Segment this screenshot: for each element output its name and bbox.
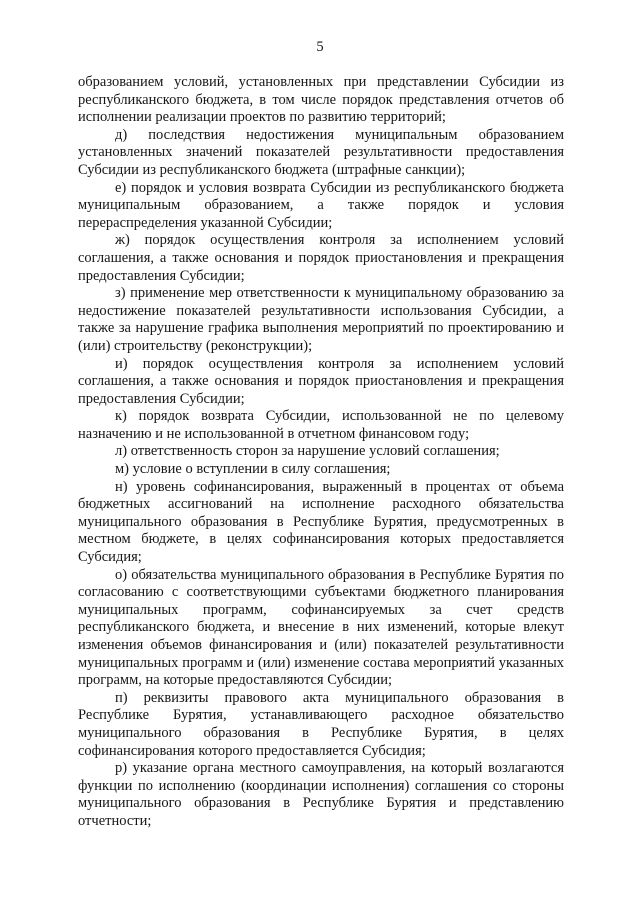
paragraph: л) ответственность сторон за нарушение условий соглашения; (115, 443, 500, 460)
paragraph: ж) порядок осуществления контроля за исполнением условий соглашения, а также основания и порядок приостановления и прекращения предоставления Субсидии; (78, 232, 564, 284)
paragraph: п) реквизиты правового акта муниципального образования в Республике Бурятия, устанавливающего расходное обязательство муниципального образования в Республике Бурятия, в целях софинансирования которого предоставляется Субсидия; (78, 689, 564, 759)
paragraph: р) указание органа местного самоуправления, на который возлагаются функции по исполнению (координации исполнения) соглашения со стороны муниципального образования в Республике Бурятия и представлению отчетности; (78, 760, 564, 829)
paragraph: з) применение мер ответственности к муниципальному образованию за недостижение показателей результативности использования Субсидии, а также за нарушение графика выполнения мероприятий по проектированию и (или) строительству (реконструкции); (78, 285, 564, 354)
paragraph: о) обязательства муниципального образования в Республике Бурятия по согласованию с соответствующими субъектами бюджетного планирования муниципальных программ, софинансируемых за счет средств республиканского бюджета, и внесение в них изменений, которые влекут изменения объемов финансирования и (или) показателей результативности муниципальных программ и (или) изменение состава мероприятий указанных программ, на которые предоставляются Субсидии; (78, 566, 564, 689)
paragraph: д) последствия недостижения муниципальным образованием установленных значений показателей результативности предоставления Субсидии из республиканского бюджета (штрафные санкции); (78, 126, 564, 178)
paragraph: н) уровень софинансирования, выраженный в процентах от объема бюджетных ассигнований на исполнение расходного обязательства муниципального образования в Республике Бурятия, предусмотренных в местном бюджете, в целях софинансирования которых предоставляется Субсидия; (78, 478, 564, 566)
paragraph: м) условие о вступлении в силу соглашения; (115, 461, 391, 478)
page-number: 5 (316, 39, 324, 55)
paragraph: образованием условий, установленных при представлении Субсидии из республиканского бюджета, в том числе порядок представления отчетов об исполнении реализации проектов по развитию территорий; (78, 74, 564, 126)
paragraph: и) порядок осуществления контроля за исполнением условий соглашения, а также основания и порядок приостановления и прекращения предоставления Субсидии; (78, 355, 564, 407)
document-body (78, 74, 564, 831)
paragraph: к) порядок возврата Субсидии, использованной не по целевому назначению и не использованной в отчетном финансовом году; (78, 408, 564, 442)
paragraph: е) порядок и условия возврата Субсидии из республиканского бюджета муниципальным образованием, а также порядок и условия перераспределения указанной Субсидии; (78, 179, 564, 231)
